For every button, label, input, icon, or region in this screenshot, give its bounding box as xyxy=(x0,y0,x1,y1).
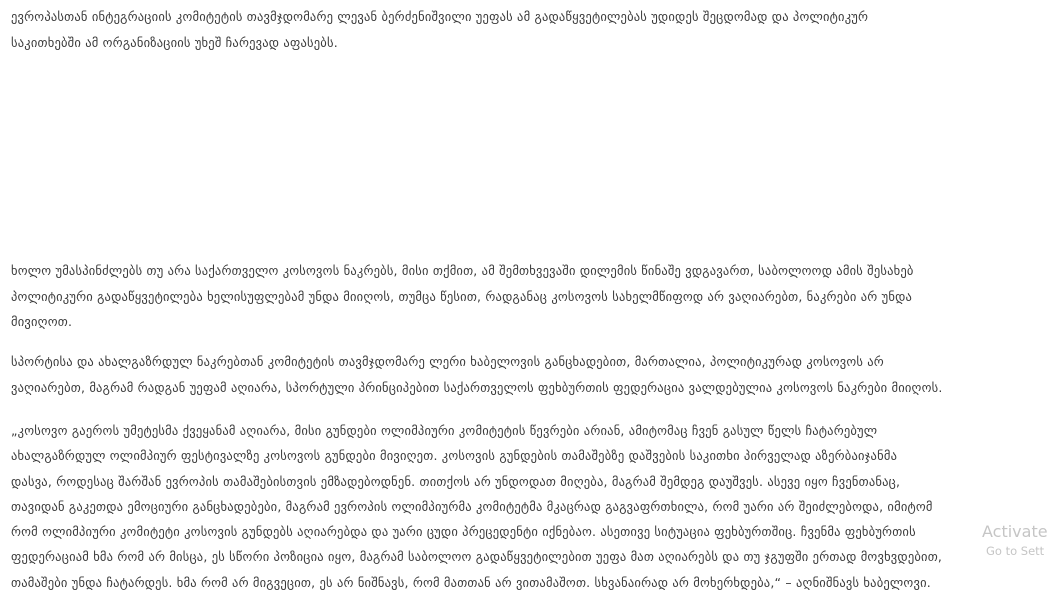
paragraph-line: „კოსოვო გაეროს უმეტესმა ქვეყანამ აღიარა, მისი გუნდები ოლიმპიური კომიტეტის წევრები არიან, ამიტომაც ჩვენ გასულ წელს ჩატარებულ xyxy=(11,423,878,438)
paragraph-2 xyxy=(11,258,1011,335)
watermark-line-1: Activate xyxy=(982,522,1048,541)
paragraph-line: ფედერაციამ ხმა რომ არ მისცა, ეს სწორი პოზიცია იყო, მაგრამ საბოლოო გადაწყვეტილებით უეფა მათ აღიარებს და თუ ჯგუფში ერთად მოვხვდებით, xyxy=(11,549,943,565)
paragraph-line: ხოლო უმასპინძლებს თუ არა საქართველო კოსოვოს ნაკრებს, მისი თქმით, ამ შემთხვევაში დილემის წინაშე ვდგავართ, საბოლოოდ ამის შესახებ xyxy=(11,263,914,278)
paragraph-line: ვაღიარებთ, მაგრამ რადგან უეფამ აღიარა, სპორტული პრინციპებით საქართველოს ფეხბურთის ფედერაცია ვალდებულია კოსოვოს ნაკრები მიიღოს. xyxy=(11,379,943,395)
paragraph-1 xyxy=(11,4,1011,55)
paragraph-line: თამაშები უნდა ჩატარდეს. ხმა რომ არ მიგვეცით, ეს არ ნიშნავს, რომ მათთან არ ვითამაშოთ. სხვანაირად არ მოხერხდება,“ – აღნიშნავს ხაბელოვი. xyxy=(11,574,931,590)
paragraph-line: ახალგაზრდულ ოლიმპიურ ფესტივალზე კოსოვოს გუნდები მივიღეთ. კოსოვის გუნდების თამაშებზე დაშვების საკითხი პირველად აზერბაიჯანმა xyxy=(11,448,898,464)
paragraph-line: თავიდან გაკეთდა ემოციური განცხადებები, მაგრამ ევროპის ოლიმპიურმა კომიტეტმა მკაცრად გაგვაფრთხილა, რომ უარი არ შეიძლებოდა, იმიტომ xyxy=(11,498,933,514)
paragraph-line: საკითხებში ამ ორგანიზაციის უხეშ ჩარევად აფასებს. xyxy=(11,34,338,50)
activate-windows-watermark xyxy=(978,522,1048,562)
paragraph-line: რომ ოლიმპიური კომიტეტი კოსოვის გუნდებს აღიარებდა და უარი ცუდი პრეცედენტი იქნებაო. ასეთივე სიტუაცია ფეხბურთშიც. ჩვენმა ფეხბურთის xyxy=(11,524,916,540)
paragraph-line: პოლიტიკური გადაწყვეტილება ხელისუფლებამ უნდა მიიღოს, თუმცა წესით, რადგანაც კოსოვოს სახელმწიფოდ არ ვაღიარებთ, ნაკრები არ უნდა xyxy=(11,288,913,304)
paragraph-line: დასვა, როდესაც შარშან ევროპის თამაშებისთვის ემზადებოდნენ. თითქოს არ უნდოდათ მიღება, მაგრამ შემდეგ დაუშვეს. ასევე იყო ჩვენთანაც, xyxy=(11,473,901,489)
paragraph-line: ევროპასთან ინტეგრაციის კომიტეტის თავმჯდომარე ლევან ბერძენიშვილი უეფას ამ გადაწყვეტილებას უდიდეს შეცდომად და პოლიტიკურ xyxy=(11,9,869,24)
paragraph-3 xyxy=(11,349,1011,400)
paragraph-line: სპორტისა და ახალგაზრდულ ნაკრებთან კომიტეტის თავმჯდომარე ლერი ხაბელოვის განცხადებით, მართალია, პოლიტიკურად კოსოვოს არ xyxy=(11,354,884,369)
paragraph-line: მივიღოთ. xyxy=(11,314,73,329)
paragraph-4-quote xyxy=(11,418,1011,595)
watermark-line-2: Go to Sett xyxy=(986,544,1045,558)
